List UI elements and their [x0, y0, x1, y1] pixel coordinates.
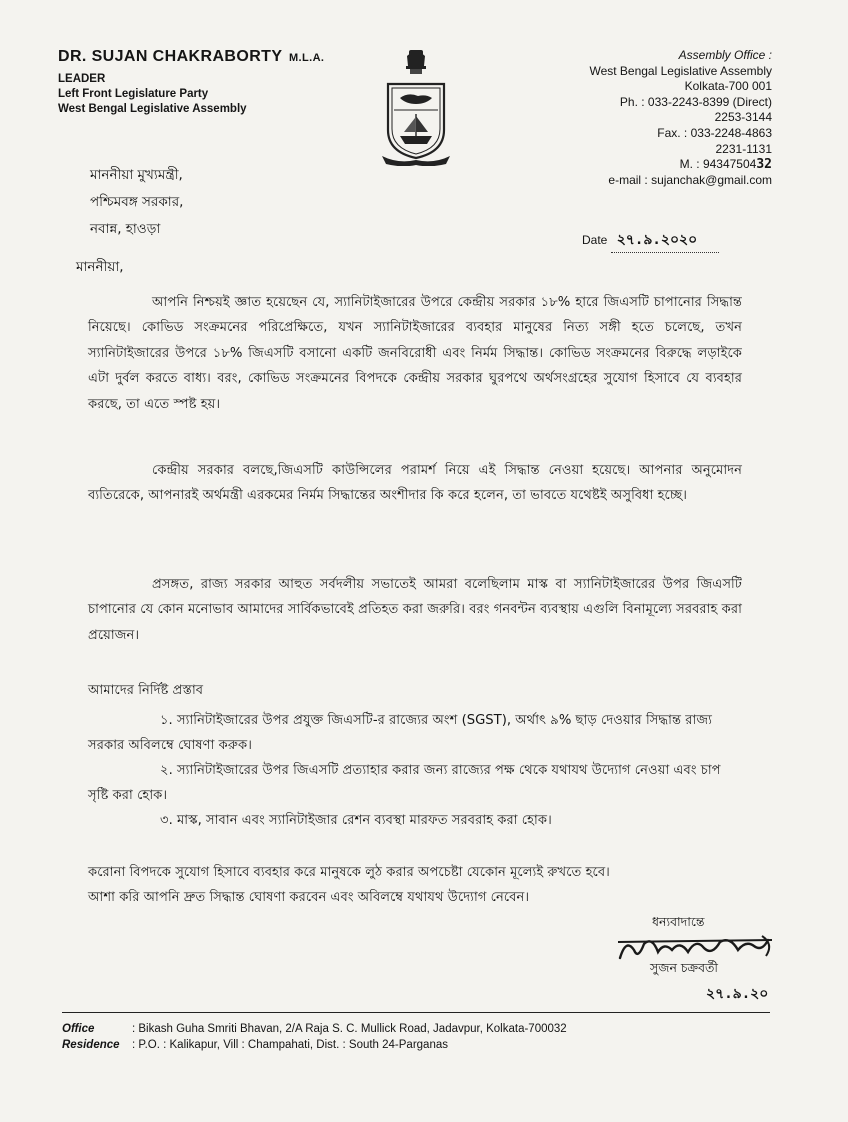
state-emblem-icon [380, 44, 452, 166]
signatory-name: সুজন চক্রবর্তী [650, 960, 718, 975]
mobile-printed: M. : 94347504 [679, 157, 757, 172]
recipient-line: পশ্চিমবঙ্গ সরকার, [90, 194, 184, 210]
proposal-item [88, 808, 742, 833]
recipient-line: মাননীয়া মুখ্যমন্ত্রী, [90, 167, 183, 183]
letterhead-name [58, 48, 324, 66]
designation-line: Left Front Legislature Party [58, 88, 209, 100]
footer-residence [62, 1037, 567, 1053]
proposal-text: ৩. মাস্ক, সাবান এবং স্যানিটাইজার রেশন ব্যবস্থা মারফত সরবরাহ করা হোক। [160, 813, 552, 828]
designation-line: LEADER [58, 73, 106, 85]
proposal-item [88, 708, 742, 758]
designation-line: West Bengal Legislative Assembly [58, 103, 247, 115]
office-line: 2231-1131 [715, 141, 772, 156]
footer-office-value: : Bikash Guha Smriti Bhavan, 2/A Raja S. C. Mullick Road, Jadavpur, Kolkata-700032 [132, 1023, 567, 1035]
proposal-text: ২. স্যানিটাইজারের উপর জিএসটি প্রত্যাহার করার জন্য রাজ্যের পক্ষ থেকে যথাযথ উদ্যোগ নেওয়া এবং চাপ সৃষ্টি করা হোক। [88, 763, 721, 803]
letterhead-suffix: M.L.A. [288, 52, 325, 64]
footer-office-label: Office [62, 1023, 95, 1035]
footer-divider [62, 1012, 770, 1013]
footer-addresses [62, 1021, 567, 1053]
office-line: West Bengal Legislative Assembly [589, 63, 772, 78]
paragraph-text: কেন্দ্রীয় সরকার বলছে,জিএসটি কাউন্সিলের পরামর্শ নিয়ে এই সিদ্ধান্ত নেওয়া হয়েছে। আপনার অনুমোদন ব্যতিরেকে, আপনারই অর্থমন্ত্রী এরকমের নির্মম সিদ্ধান্তের অংশীদার কি করে হলেন, তা ভাবতে যথেষ্টই অসুবিধা হচ্ছে। [88, 463, 742, 504]
proposal-heading: আমাদের নির্দিষ্ট প্রস্তাব [88, 683, 204, 698]
recipient-address [90, 162, 183, 243]
footer-office [62, 1021, 567, 1037]
mobile-handwritten: 32 [756, 157, 772, 173]
closing-line: করোনা বিপদকে সুযোগ হিসাবে ব্যবহার করে মানুষকে লুঠ করার অপচেষ্টা যেকোন মূল্যেই রুখতে হবে। [88, 865, 610, 880]
signature-date: ২৭.৯.২০ [706, 986, 769, 1002]
letterhead-name-text: DR. SUJAN CHAKRABORTY [58, 48, 283, 65]
office-line: Kolkata-700 001 [684, 79, 772, 94]
office-title: Assembly Office : [678, 48, 772, 62]
body-paragraph-1 [88, 290, 742, 417]
proposal-item [88, 758, 742, 808]
body-paragraph-2 [88, 458, 742, 509]
proposal-text: ১. স্যানিটাইজারের উপর প্রযুক্ত জিএসটি-র রাজ্যের অংশ (SGST), অর্থাৎ ৯% ছাড় দেওয়ার সিদ্ধান্ত রাজ্য সরকার অবিলম্বে ঘোষণা করুক। [88, 713, 712, 753]
letter-date [582, 228, 719, 253]
assembly-office-block [589, 48, 772, 188]
footer-residence-label: Residence [62, 1039, 120, 1051]
salutation: মাননীয়া, [76, 259, 124, 275]
body-paragraph-3 [88, 572, 742, 648]
office-line: Ph. : 033-2243-8399 (Direct) [619, 94, 772, 109]
closing-line: আশা করি আপনি দ্রুত সিদ্ধান্ত ঘোষণা করবেন এবং অবিলম্বে যথাযথ উদ্যোগ নেবেন। [88, 890, 530, 906]
paragraph-text: আপনি নিশ্চয়ই জ্ঞাত হয়েছেন যে, স্যানিটাইজারের উপরে কেন্দ্রীয় সরকার ১৮% হারে জিএসটি চাপানোর সিদ্ধান্ত নিয়েছে। কোভিড সংক্রমনের পরিপ্রেক্ষিতে, যখন স্যানিটাইজারের ব্যবহার মানুষের নিত্য সঙ্গী হতে চলেছে, তখন স্যানিটাইজারের উপরে ১৮% জিএসটি বসানো একটি জনবিরোধী এবং নির্মম সিদ্ধান্ত। কোভিড সংক্রমনের বিরুদ্ধে লড়াইকে এটা দুর্বল করতে বাধ্য। বরং, কোভিড সংক্রমনের বিপদকে কেন্দ্রীয় সরকার ঘুরপথে অর্থসংগ্রহের সুযোগ হিসাবে যে ব্যবহার করছে, তা এতে স্পষ্ট হয়। [88, 295, 742, 412]
office-line: Fax. : 033-2248-4863 [657, 125, 772, 140]
office-email: e-mail : sujanchak@gmail.com [608, 172, 772, 187]
thanks-text: ধন্যবাদান্তে [652, 914, 705, 929]
closing-paragraph [88, 860, 742, 911]
date-label: Date [582, 233, 608, 247]
recipient-line: নবান্ন, হাওড়া [90, 221, 161, 237]
office-line: 2253-3144 [714, 110, 772, 125]
date-value: ২৭.৯.২০২০ [611, 228, 719, 253]
footer-residence-value: : P.O. : Kalikapur, Vill : Champahati, Dist. : South 24-Parganas [132, 1039, 448, 1051]
letterhead-designation [58, 72, 247, 117]
paragraph-text: প্রসঙ্গত, রাজ্য সরকার আহুত সর্বদলীয় সভাতেই আমরা বলেছিলাম মাস্ক বা স্যানিটাইজারের উপর জিএসটি চাপানোর যে কোন মনোভাব আমাদের সার্বিকভাবেই প্রতিহত করা জরুরি। বরং গনবন্টন ব্যবস্থায় এগুলি বিনামূল্যে সরবরাহ করা প্রয়োজন। [88, 577, 742, 643]
office-mobile [589, 157, 772, 173]
